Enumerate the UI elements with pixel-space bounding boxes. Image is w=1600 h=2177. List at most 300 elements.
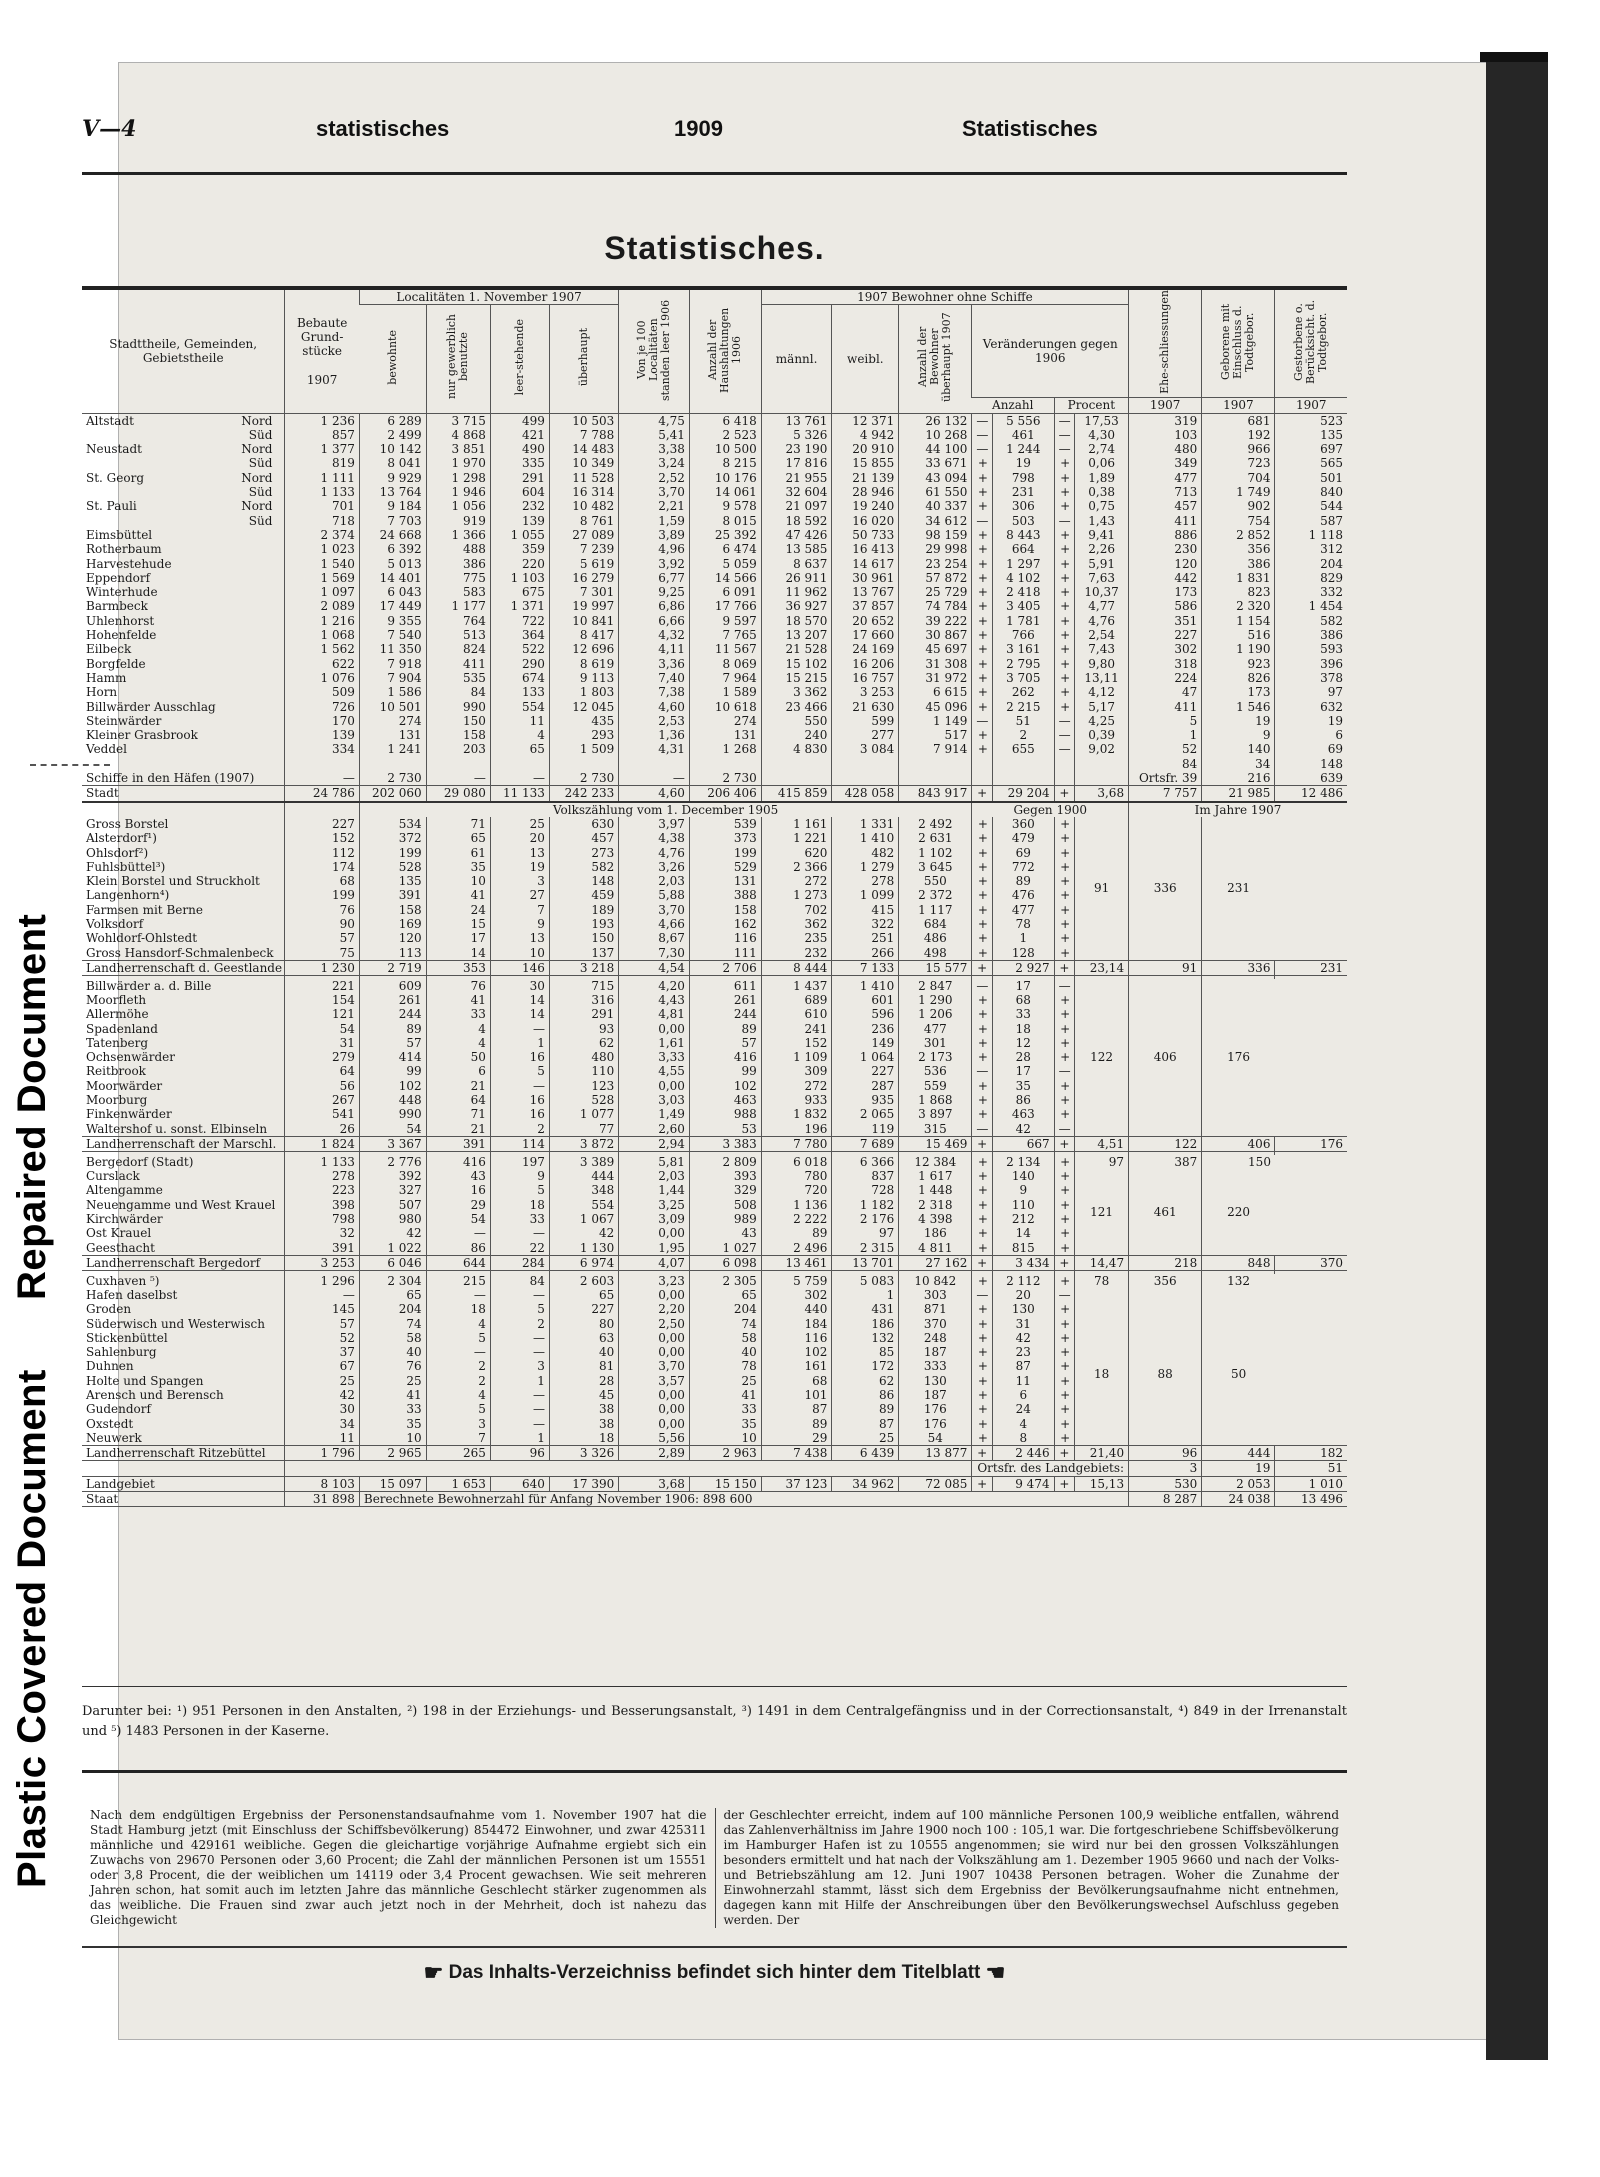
table-cell: 9,25 [619,585,690,599]
table-cell: 231 [1202,817,1275,960]
table-cell: Moorfleth [86,992,147,1007]
table-cell: + [972,542,993,556]
table-cell: 1 832 [761,1107,832,1121]
table-cell: 8 287 [1129,1492,1202,1507]
table-cell: + [972,1374,993,1388]
table-cell: Berechnete Bewohnerzahl für Anfang November 1906: 898 600 [359,1492,1128,1507]
table-cell [1275,976,1347,979]
table-cell: 4 [426,1388,490,1402]
table-cell [992,771,1054,786]
table-cell: 146 [490,960,549,975]
table-cell: 1 509 [549,742,618,756]
table-cell [972,757,993,771]
table-cell: 3,70 [619,903,690,917]
table-cell: 15,13 [1075,1476,1129,1491]
table-cell: 186 [832,1317,899,1331]
table-cell: 121 [285,1007,359,1021]
table-cell: 30 [285,1402,359,1416]
table-cell: 235 [761,931,832,945]
table-cell: 327 [359,1183,426,1197]
table-cell: 8 069 [689,657,761,671]
header-bebaute [285,290,359,413]
table-cell: 1 182 [832,1198,899,1212]
table-cell: + [972,1136,993,1151]
table-cell: 509 [285,685,359,699]
table-cell: 28 [549,1374,618,1388]
table-cell: — [1054,1064,1075,1078]
table-cell: Cuxhaven ⁵) [86,1273,160,1288]
district-sub: Süd [248,485,273,500]
table-cell: 8 015 [689,514,761,528]
table-cell: 74 [689,1317,761,1331]
table-cell: 148 [1275,757,1347,771]
district-sub: Süd [248,513,273,528]
table-cell: + [1054,1050,1075,1064]
table-cell: 28 [992,1050,1054,1064]
table-cell: + [972,1155,993,1169]
table-cell: 6 289 [359,413,426,428]
table-cell: 51 [1275,1461,1347,1476]
table-cell: — [490,1288,549,1302]
table-cell: 582 [1275,614,1347,628]
table-cell: 886 [1129,528,1202,542]
table-cell: 2,21 [619,499,690,513]
table-cell: 218 [1129,1255,1202,1270]
table-cell: 84 [490,1274,549,1288]
table-cell: 1 133 [285,1155,359,1169]
table-cell: 267 [285,1093,359,1107]
table-cell: 586 [1129,599,1202,613]
table-cell: 2 603 [549,1274,618,1288]
table-cell: 158 [426,728,490,742]
table-cell [82,599,285,613]
table-row [82,714,1347,728]
table-cell: 240 [761,728,832,742]
table-cell: 150 [426,714,490,728]
table-cell: 182 [1275,1446,1347,1461]
table-cell: — [1054,728,1075,742]
header-ehe-label: Ehe-schliessungen [1158,290,1172,394]
table-cell: 68 [761,1374,832,1388]
footnote-top-rule [82,1686,1347,1687]
table-cell: 1 [490,1036,549,1050]
table-cell: 1,89 [1075,471,1129,485]
table-cell: 7 [490,903,549,917]
table-row [82,1274,1347,1288]
table-cell: — [426,1226,490,1240]
table-cell: 186 [899,1226,972,1240]
pointing-hand-left-icon: ☚ [985,1960,1006,1985]
table-cell: 193 [549,917,618,931]
table-cell: 274 [359,714,426,728]
table-cell: + [1054,1107,1075,1121]
table-cell: 3 218 [549,960,618,975]
table-cell: 7,43 [1075,642,1129,656]
table-cell: 517 [899,728,972,742]
table-cell: 0,06 [1075,456,1129,470]
table-cell: 173 [1129,585,1202,599]
table-cell: 488 [426,542,490,556]
table-cell: 871 [899,1302,972,1316]
table-cell: 131 [689,728,761,742]
table-row [82,671,1347,685]
table-cell [992,757,1054,771]
table-cell: 13 [490,931,549,945]
table-cell: 26 911 [761,571,832,585]
table-cell: 815 [992,1241,1054,1256]
district-name: Veddel [86,742,127,757]
table-cell: 476 [992,888,1054,902]
table-row [82,499,1347,513]
table-cell [1054,771,1075,786]
table-cell: 30 [490,979,549,993]
table-cell: 764 [426,614,490,628]
table-cell: 38 [549,1402,618,1416]
table-cell: 293 [549,728,618,742]
table-cell: 12 384 [899,1155,972,1169]
table-cell: 3 715 [426,413,490,428]
table-row [82,599,1347,613]
table-cell: 15 150 [689,1476,761,1491]
table-cell: 21 985 [1202,786,1275,802]
table-cell: 10 142 [359,442,426,456]
table-cell: 116 [761,1331,832,1345]
table-cell: 3 [1129,1461,1202,1476]
table-cell: 17 [992,1064,1054,1078]
table-cell: Holte und Spangen [86,1373,204,1388]
table-cell: 4,25 [1075,714,1129,728]
table-cell: 2 305 [689,1274,761,1288]
table-cell: 148 [549,874,618,888]
table-cell: 0,39 [1075,728,1129,742]
table-cell: 479 [992,831,1054,845]
table-cell: 140 [1202,742,1275,756]
table-cell: 87 [992,1359,1054,1373]
table-cell: 1 268 [689,742,761,756]
table-cell: 2 065 [832,1107,899,1121]
table-cell: 3,97 [619,817,690,831]
table-cell: + [972,874,993,888]
district-name: Billwärder Ausschlag [86,699,216,714]
table-cell: 0,00 [619,1226,690,1240]
table-cell: 1 099 [832,888,899,902]
table-cell: 16 020 [832,514,899,528]
table-cell: 3 434 [992,1255,1054,1270]
table-cell: 274 [689,714,761,728]
table-cell: 18 570 [761,614,832,628]
table-cell: + [1054,1446,1075,1461]
table-cell: Stadt [82,786,285,802]
table-cell: 406 [1202,1136,1275,1151]
table-cell: 33 671 [899,456,972,470]
table-cell: + [1054,817,1075,831]
header-ueberhaupt-label: überhaupt [577,328,591,387]
table-cell: 318 [1129,657,1202,671]
table-cell: 78 [1075,1274,1129,1303]
table-cell: 6 366 [832,1155,899,1169]
header-anzahl: Anzahl [972,398,1054,413]
table-cell: 27 [490,888,549,902]
district-name: Schiffe in den Häfen (1907) [86,771,255,786]
table-cell: 67 [285,1359,359,1373]
table-cell: 406 [1129,979,1202,1137]
table-cell: 13 877 [899,1446,972,1461]
table-cell: 1,49 [619,1107,690,1121]
table-cell: 242 233 [549,786,618,802]
table-cell: 3 851 [426,442,490,456]
table-cell: 88 [1129,1302,1202,1445]
table-row [82,742,1347,756]
table-cell: 31 [992,1317,1054,1331]
table-cell: 6,77 [619,571,690,585]
table-cell: Ortsfr. 39 [1129,771,1202,786]
table-cell: 230 [1129,542,1202,556]
table-cell: 1 569 [285,571,359,585]
district-sub: Süd [248,456,273,471]
table-cell: 1 097 [285,585,359,599]
table-cell: 13 585 [761,542,832,556]
table-cell [82,456,285,470]
table-cell: 1 149 [899,714,972,728]
table-cell: Farmsen mit Berne [86,902,203,917]
table-cell: 64 [285,1064,359,1078]
table-cell: + [972,528,993,542]
table-cell: 204 [1275,557,1347,571]
table-cell: 41 [426,993,490,1007]
table-cell: 54 [426,1212,490,1226]
table-cell: 57 [689,1036,761,1050]
table-cell: 22 [490,1241,549,1256]
table-row-total [82,786,1347,802]
table-cell: 348 [549,1183,618,1197]
table-cell: + [1054,1255,1075,1270]
table-cell: 6 098 [689,1255,761,1270]
table-cell: 3,03 [619,1093,690,1107]
table-cell: 726 [285,700,359,714]
table-cell: 3 705 [992,671,1054,685]
table-cell: + [1054,1331,1075,1345]
table-cell: + [1054,1036,1075,1050]
table-cell [1275,1271,1347,1274]
header-bebaute-year: 1907 [306,372,338,387]
district-name: St. Georg [86,470,145,485]
table-cell: 13 764 [359,485,426,499]
table-cell: 291 [490,471,549,485]
table-cell: 13 767 [832,585,899,599]
table-cell: 391 [359,888,426,902]
table-cell: 29 080 [426,786,490,802]
district-name: Winterhude [86,585,158,600]
table-cell: 23 466 [761,700,832,714]
table-cell [82,771,285,786]
table-cell: 373 [689,831,761,845]
table-cell: + [1054,614,1075,628]
table-cell: — [490,1331,549,1345]
table-cell: 150 [1202,1155,1275,1169]
table-cell [899,771,972,786]
table-cell: 54 [899,1431,972,1446]
table-cell: 988 [689,1107,761,1121]
table-cell: 130 [992,1302,1054,1316]
table-cell: 25 [285,1374,359,1388]
header-weibl: weibl. [832,305,899,413]
table-cell: 3 362 [761,685,832,699]
table-cell: 1 076 [285,671,359,685]
table-cell: 2 372 [899,888,972,902]
table-cell: 16 314 [549,485,618,499]
header-gewerblich [426,305,490,413]
table-cell: 0,00 [619,1345,690,1359]
commentary [82,1808,1347,1928]
table-cell: 1 177 [426,599,490,613]
table-cell: 334 [285,742,359,756]
table-cell: 23 254 [899,557,972,571]
table-cell: 3,36 [619,657,690,671]
table-cell: 10 842 [899,1274,972,1288]
table-cell: 135 [359,874,426,888]
table-cell: Landherrenschaft Bergedorf [82,1255,285,1270]
table-cell [832,757,899,771]
table-cell: 5,88 [619,888,690,902]
table-cell: Moorwärder [86,1078,163,1093]
table-cell: 13 [490,846,549,860]
table-cell: 8 443 [992,528,1054,542]
table-cell: 772 [992,860,1054,874]
table-cell: 78 [689,1359,761,1373]
table-cell [761,757,832,771]
table-cell: — [972,714,993,728]
table-row [82,700,1347,714]
table-cell: 513 [426,628,490,642]
table-cell: 6 046 [359,1255,426,1270]
table-cell: 6 474 [689,542,761,556]
table-cell: + [972,657,993,671]
table-cell: 37 857 [832,599,899,613]
table-cell: Billwärder a. d. Bille [86,978,212,993]
table-cell: 28 946 [832,485,899,499]
table-cell: 990 [359,1107,426,1121]
table-cell: 386 [426,557,490,571]
header-bewohnte-label: bewohnte [385,329,399,385]
table-cell: 65 [689,1288,761,1302]
table-cell: 697 [1275,442,1347,456]
table-cell: 30 961 [832,571,899,585]
table-cell: 13 701 [832,1255,899,1270]
district-name: Eppendorf [86,570,151,585]
table-cell: + [1054,1359,1075,1373]
table-cell: + [972,585,993,599]
table-cell: 97 [1075,1155,1129,1169]
table-cell: 604 [490,485,549,499]
table-cell: 720 [761,1183,832,1197]
table-cell: 4,51 [1075,1136,1129,1151]
table-cell: 6,86 [619,599,690,613]
table-cell: + [972,742,993,756]
district-name: St. Pauli [86,499,137,514]
table-cell [1075,771,1129,786]
table-cell: 3 405 [992,599,1054,613]
header-haushaltungen [689,290,761,413]
table-cell: 5 [490,1183,549,1197]
table-cell: 435 [549,714,618,728]
table-cell: 199 [689,846,761,860]
table-cell: 86 [426,1241,490,1256]
table-cell [82,428,285,442]
table-cell: 2 809 [689,1155,761,1169]
table-cell: 1,36 [619,728,690,742]
table-cell: 1 136 [761,1198,832,1212]
table-cell: 457 [549,831,618,845]
table-cell: 0,00 [619,1288,690,1302]
table-cell: 172 [832,1359,899,1373]
table-cell: 415 859 [761,786,832,802]
table-cell: Volksdorf [86,916,144,931]
table-row [82,614,1347,628]
table-cell: 2,74 [1075,442,1129,456]
table-cell: 52 [1129,742,1202,756]
table-cell: 50 [1202,1302,1275,1445]
table-cell: 45 697 [899,642,972,656]
table-cell: 3,38 [619,442,690,456]
table-row [82,771,1347,786]
table-cell: — [1054,979,1075,993]
table-cell: 2 631 [899,831,972,845]
table-cell: 27 162 [899,1255,972,1270]
table-cell: 96 [490,1446,549,1461]
table-cell: 204 [359,1302,426,1316]
table-cell: 7 133 [832,960,899,975]
table-cell: Curslack [86,1169,140,1184]
table-cell: 364 [490,628,549,642]
table-cell: 15 855 [832,456,899,470]
table-cell: 42 [549,1226,618,1240]
table-cell: 674 [490,671,549,685]
table-cell: 4 398 [899,1212,972,1226]
table-cell: 702 [761,903,832,917]
table-cell [1275,1152,1347,1155]
table-cell: 411 [1129,700,1202,714]
table-cell: — [972,1288,993,1302]
table-cell: — [490,1417,549,1431]
table-cell: 620 [761,846,832,860]
table-cell: 530 [1129,1476,1202,1491]
table-cell: 2,94 [619,1136,690,1151]
table-cell: 10 841 [549,614,618,628]
table-cell: + [972,903,993,917]
table-cell: 1 831 [1202,571,1275,585]
table-cell: 391 [285,1241,359,1256]
table-cell: 823 [1202,585,1275,599]
table-cell: 2,20 [619,1302,690,1316]
table-cell: 58 [689,1331,761,1345]
table-cell: 1 067 [549,1212,618,1226]
table-cell: 9 [992,1183,1054,1197]
table-cell: 1,44 [619,1183,690,1197]
table-cell: + [1054,931,1075,945]
table-cell: 37 [285,1345,359,1359]
table-cell: 644 [426,1255,490,1270]
table-cell: 29 [426,1198,490,1212]
table-cell: 110 [549,1064,618,1078]
table-cell: 121 [1075,1169,1129,1255]
table-cell: 187 [899,1388,972,1402]
table-row [82,817,1347,831]
table-cell: + [972,1331,993,1345]
table-cell: + [1054,874,1075,888]
table-cell: 3 897 [899,1107,972,1121]
header-bewohnte [359,305,426,413]
table-cell [285,802,359,817]
